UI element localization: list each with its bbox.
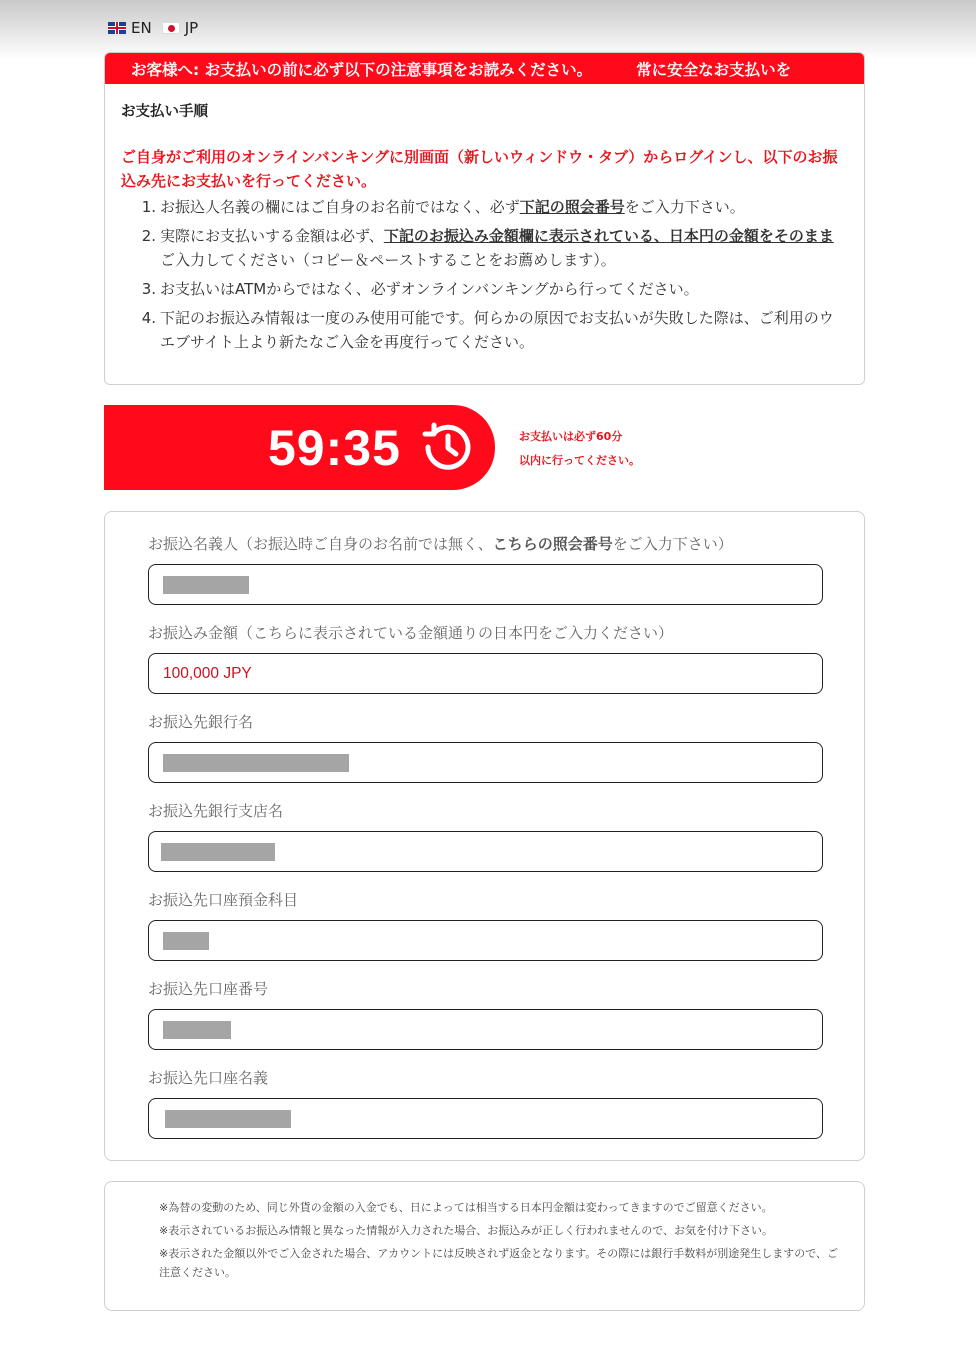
disclaimer-panel [104, 1181, 865, 1311]
step-text-end: ご入力してください（コピー＆ペーストすることをお薦めします）。 [160, 251, 616, 269]
payment-notice-panel [104, 52, 865, 385]
bank-transfer-form [104, 511, 865, 1161]
countdown-time: 59:35 [268, 420, 401, 476]
step-number: 3. [141, 280, 156, 298]
countdown-note-line2: 以内に行ってください。 [519, 454, 640, 467]
masked-value [163, 932, 209, 950]
bank-name-field[interactable] [148, 742, 823, 783]
field-account-holder [148, 1067, 823, 1139]
account-type-field[interactable] [148, 920, 823, 961]
notice-step [121, 306, 848, 354]
step-number: 2. [141, 227, 156, 245]
marquee-text-1: お客様へ: お支払いの前に必ず以下の注意事項をお読みください。 [131, 60, 593, 79]
field-reference-number [148, 533, 823, 605]
disclaimer-note: ※表示されているお振込み情報と異なった情報が入力された場合、お振込みが正しく行われませんので、お気を付け下さい。 [159, 1224, 773, 1237]
field-branch-name [148, 800, 823, 872]
language-option-jp[interactable] [162, 19, 198, 37]
masked-value [163, 754, 349, 772]
language-label-jp: JP [184, 19, 199, 37]
countdown-timer-bar [104, 405, 495, 490]
field-account-number [148, 978, 823, 1050]
step-text: 実際にお支払いする金額は必ず、 [160, 227, 384, 245]
step-text-end: をご入力下さい。 [624, 198, 745, 216]
field-label: お振込先口座預金科目 [148, 891, 299, 909]
uk-flag-icon [108, 22, 126, 34]
masked-value [165, 1110, 291, 1128]
field-label: お振込先銀行支店名 [148, 802, 284, 820]
field-label: お振込先口座名義 [148, 1069, 269, 1087]
notice-steps-list [121, 195, 848, 354]
field-label: お振込先銀行名 [148, 713, 254, 731]
masked-value [161, 843, 275, 861]
field-bank-name [148, 711, 823, 783]
field-amount [148, 622, 823, 694]
account-number-field[interactable] [148, 1009, 823, 1050]
history-clock-icon [418, 417, 478, 477]
disclaimer-note: ※為替の変動のため、同じ外貨の金額の入金でも、日によっては相当する日本円金額は変わってきますのでご留意ください。 [159, 1201, 773, 1214]
language-option-en[interactable] [108, 19, 152, 37]
masked-value [163, 1021, 231, 1039]
field-label: お振込み金額（こちらに表示されている金額通りの日本円をご入力ください） [148, 624, 674, 642]
step-number: 4. [141, 309, 156, 327]
language-label-en: EN [131, 19, 152, 37]
step-text: 下記のお振込み情報は一度のみ使用可能です。何らかの原因でお支払いが失敗した際は、ご利用のウエブサイト上より新たなご入金を再度行ってください。 [160, 309, 834, 351]
notice-intro: ご自身がご利用のオンラインバンキングに別画面（新しいウィンドウ・タブ）からログインし、以下のお振込み先にお支払いを行ってください。 [121, 148, 838, 190]
reference-number-field[interactable] [148, 564, 823, 605]
step-text: お支払いはATMからではなく、必ずオンラインバンキングから行ってください。 [160, 280, 699, 298]
amount-value: 100,000 JPY [163, 664, 252, 682]
marquee-text-2: 常に安全なお支払いを [636, 60, 792, 79]
notice-step [121, 224, 848, 272]
account-holder-field[interactable] [148, 1098, 823, 1139]
notice-step [121, 277, 848, 301]
countdown-note [519, 425, 640, 473]
notice-marquee [105, 53, 864, 84]
step-emphasis: 下記の照会番号 [519, 198, 625, 216]
field-label: お振込名義人（お振込時ご自身のお名前では無く、こちらの照会番号をご入力下さい） [148, 535, 733, 553]
countdown-note-line1: お支払いは必ず60分 [519, 430, 623, 443]
field-label: お振込先口座番号 [148, 980, 269, 998]
japan-flag-icon [162, 22, 180, 34]
language-switcher [108, 19, 208, 37]
amount-field[interactable] [148, 653, 823, 694]
branch-name-field[interactable] [148, 831, 823, 872]
step-emphasis: 下記のお振込み金額欄に表示されている、日本円の金額をそのまま [383, 227, 834, 245]
disclaimer-note: ※表示された金額以外でご入金された場合、アカウントには反映されず返金となります。その際には銀行手数料が別途発生しますので、ご注意ください。 [159, 1247, 839, 1279]
step-text: お振込人名義の欄にはご自身のお名前ではなく、必ず [160, 198, 520, 216]
notice-step [121, 195, 848, 219]
masked-value [163, 576, 249, 594]
step-number: 1. [141, 198, 156, 216]
notice-title: お支払い手順 [121, 104, 208, 120]
field-account-type [148, 889, 823, 961]
